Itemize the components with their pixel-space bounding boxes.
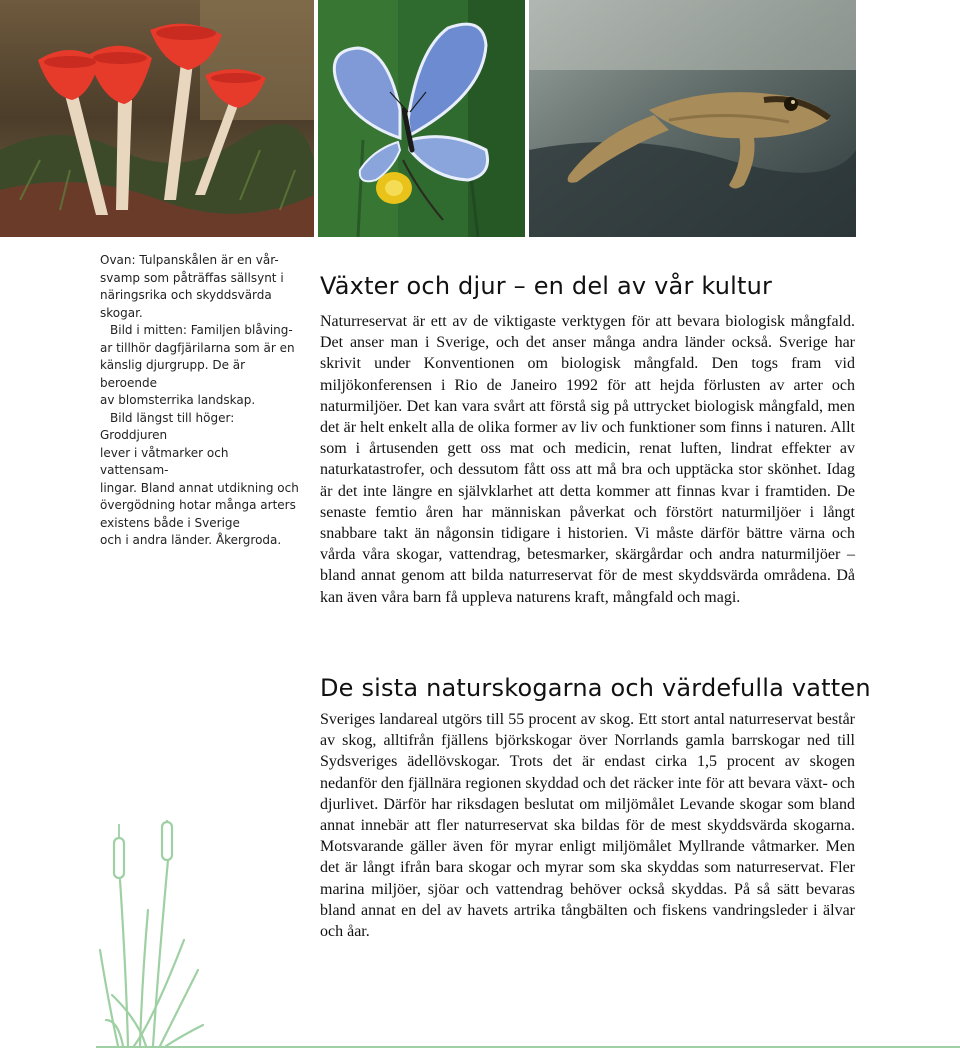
reed-grass-illustration [98, 820, 208, 1048]
section-heading-culture: Växter och djur – en del av vår kultur [320, 272, 773, 300]
bottom-rule [96, 1046, 960, 1048]
blue-butterfly-photo [318, 0, 525, 237]
caption-line: ar tillhör dagfjärilarna som är en [100, 340, 295, 355]
caption-line: känslig djurgrupp. De är beroende [100, 358, 246, 390]
section-heading-forests: De sista naturskogarna och värdefulla vatten [320, 674, 871, 702]
caption-line: övergödning hotar många arters [100, 498, 296, 512]
caption-line: Ovan: Tulpanskålen är en vår- [100, 253, 279, 267]
caption-line: svamp som påträffas sällsynt i [100, 270, 284, 285]
tulip-cup-fungus-photo [0, 0, 314, 237]
caption-line: näringsrika och skyddsvärda skogar. [100, 288, 272, 320]
photo-caption [100, 252, 300, 550]
caption-line: lingar. Bland annat utdikning och [100, 480, 299, 495]
caption-line: existens både i Sverige [100, 515, 240, 530]
caption-line: Bild i mitten: Familjen blåving- [110, 323, 293, 337]
section-body-forests: Sveriges landareal utgörs till 55 procent av skog. Ett stort antal naturreservat består av skog, alltifrån fjällens björkskogar över Norrlands gamla barrskogar ned till Sydsveriges ädellövskogar. Trots det är endast cirka 1,5 procent av skogen nedanför den fjällnära regionen skyddad och det räcker inte för att bevara växt- och djurlivet. Därför har riksdagen beslutat om miljömålet Levande skogar som bland annat innebär att fler naturreservat ska bildas för de mest skyddsvärda skogarna. Motsvarande gäller även för myrar enligt miljömålet Myllrande våtmarker. Men det är långt ifrån bara skogar och myrar som ska skyddas som naturreservat. Fler marina miljöer, sjöar och vattendrag behöver också skyddas. På så sätt bevaras bland annat en del av havets artrika tångbälten och fiskens vandringsleder i älvar och åar. [320, 711, 855, 941]
caption-line: av blomsterrika landskap. [100, 393, 256, 407]
frog-photo [529, 0, 856, 237]
caption-line: och i andra länder. Åkergroda. [100, 533, 282, 547]
section-body-culture: Naturreservat är ett av de viktigaste verktygen för att bevara biologisk mångfald. Det anser man i Sverige, och det anser många andra länder också. Sverige har skrivit under Konventionen om biologisk mångfald. Den togs fram vid miljökonferensen i Rio de Janeiro 1992 för att hejda förlusten av arter och naturmiljöer. Det kan vara svårt att förstå sig på uttrycket biologisk mångfald, men det är helt enkelt alla de olika former av liv och funktioner som finns i naturen. Allt som i årtusenden gett oss mat och medicin, renat luften, lindrat effekter av naturkatastrofer, och dessutom fått oss att må bra och upptäcka stor skönhet. Idag är det inte längre en självklarhet att detta kommer att finnas kvar i framtiden. De senaste femtio åren har människan påverkat och förstört naturmiljöer i långt snabbare takt än någonsin tidigare i historien. Vi måste därför bättre värna och vårda våra skogar, vattendrag, betesmarker, skärgårdar och andra naturmiljöer – bland annat genom att bilda naturreservat för de mest skyddsvärda områdena. Då kan även våra barn få uppleva naturens kraft, mångfald och magi. [320, 313, 855, 606]
caption-line: lever i våtmarker och vattensam- [100, 445, 229, 477]
caption-line: Bild längst till höger: Groddjuren [100, 410, 235, 442]
